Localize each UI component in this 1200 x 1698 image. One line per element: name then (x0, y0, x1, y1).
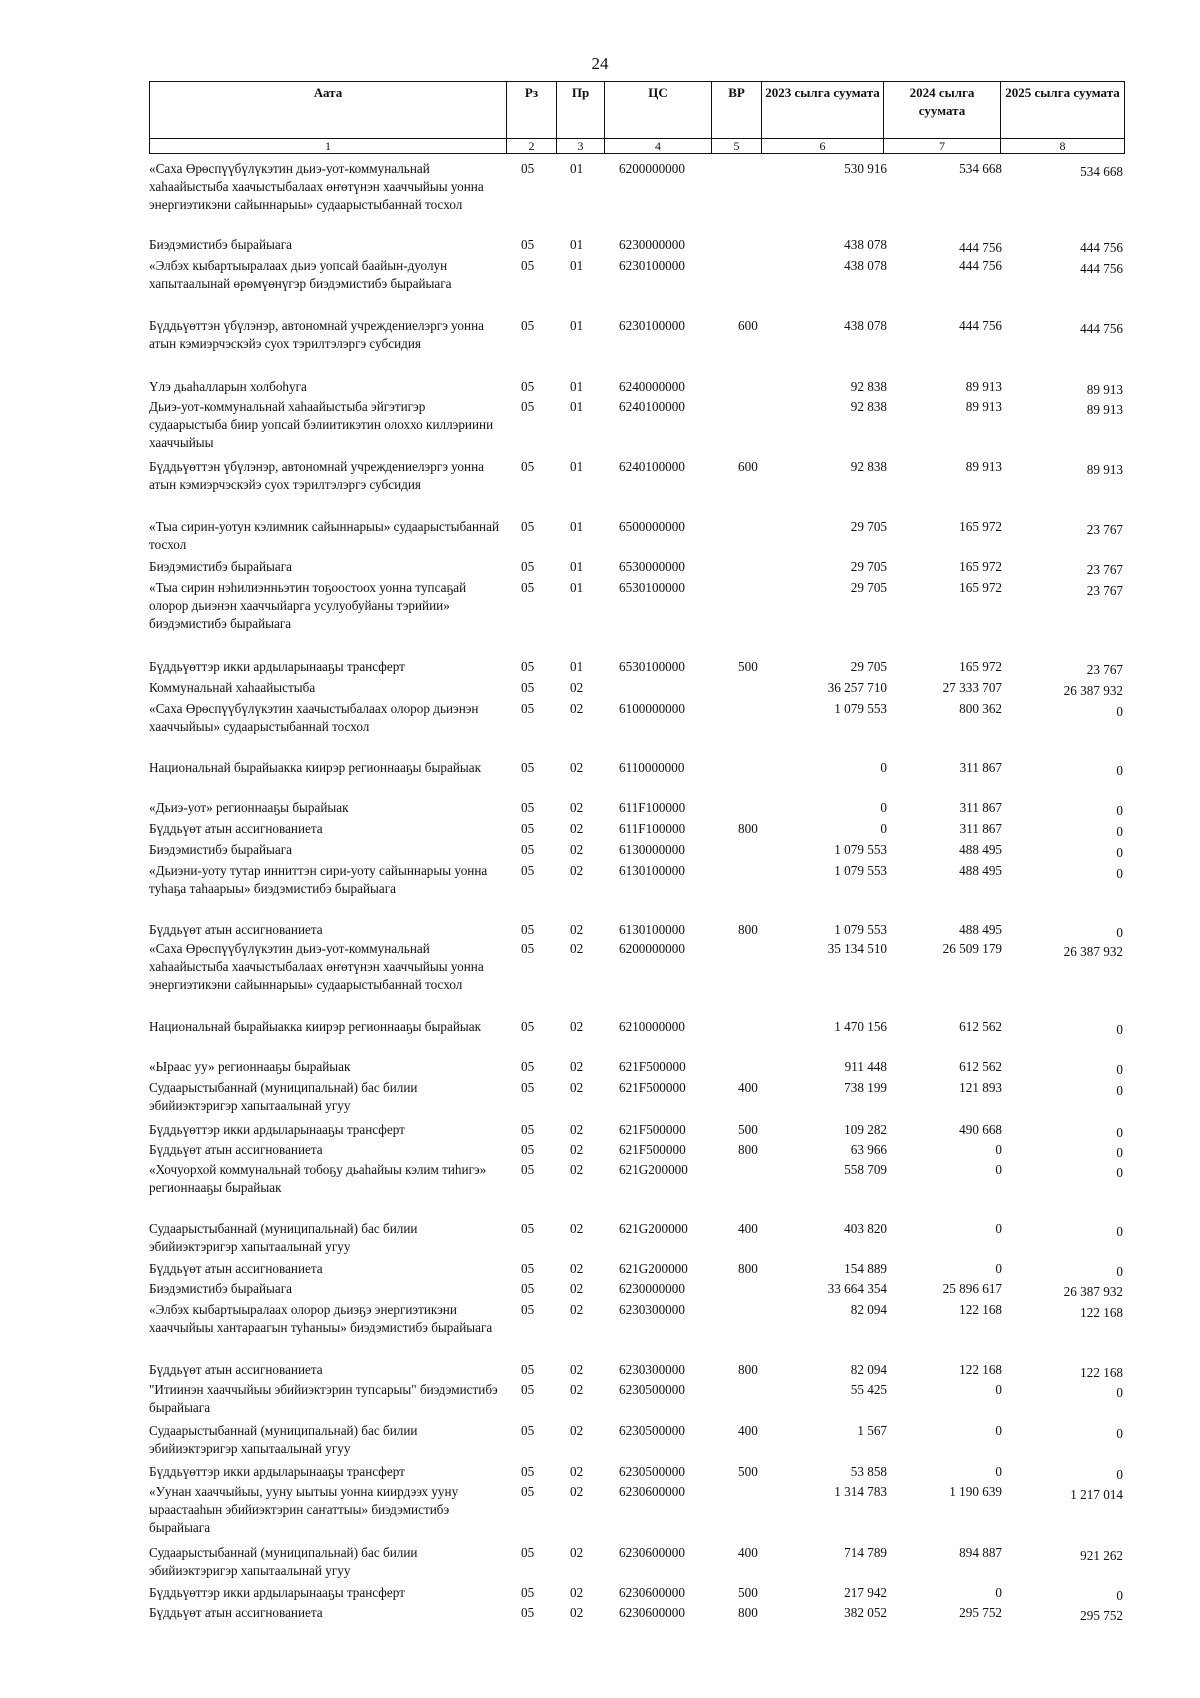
row-name: «Хочуорхой коммунальнай тобоҕу дьаһайыы кэлим тиһигэ» регионнааҕы бырайыак (149, 1162, 487, 1195)
row-cs: 6230100000 (619, 318, 685, 333)
row-name: Судаарыстыбаннай (муниципальнай) бас билии эбийиэктэригэр хапытаалынай угуу (149, 1221, 418, 1254)
row-pr: 02 (570, 842, 584, 857)
row-cs: 6230000000 (619, 1281, 685, 1296)
row-2024: 0 (995, 1221, 1002, 1236)
row-name: Национальнай бырайыакка киирэр регионнааҕы бырайыак (149, 1019, 481, 1034)
row-name: Бүддьүөттэр икки ардыларынааҕы трансферт (149, 1122, 405, 1137)
row-2024: 121 893 (959, 1080, 1002, 1095)
row-2025: 0 (1116, 845, 1123, 860)
row-2025: 26 387 932 (1063, 1284, 1123, 1299)
row-rz: 05 (521, 842, 535, 857)
row-name: «Тыа сирин-уотун кэлимник сайыннарыы» судаарыстыбаннай тосхол (149, 519, 500, 552)
row-2025: 23 767 (1086, 583, 1123, 598)
row-vr: 600 (738, 318, 758, 333)
row-2025: 0 (1116, 1125, 1123, 1140)
row-rz: 05 (521, 1261, 535, 1276)
row-cs: 611F100000 (619, 800, 686, 815)
row-name: Бүддьүөт атын ассигнованиета (149, 1362, 323, 1377)
row-rz: 05 (521, 1423, 535, 1438)
header-cs: ЦС (605, 82, 712, 139)
row-2023: 29 705 (850, 580, 887, 595)
row-2024: 165 972 (959, 580, 1002, 595)
row-rz: 05 (521, 161, 535, 176)
row-cs: 6500000000 (619, 519, 685, 534)
row-2024: 444 756 (959, 240, 1002, 255)
row-cs: 6230500000 (619, 1423, 685, 1438)
row-cs: 6230600000 (619, 1545, 685, 1560)
row-vr: 500 (738, 1585, 758, 1600)
row-vr: 800 (738, 922, 758, 937)
row-cs: 6230300000 (619, 1362, 685, 1377)
row-name: "Итиинэн хааччыйыы эбийиэктэрин тупсарыы" биэдэмистибэ бырайыага (149, 1382, 498, 1415)
row-2024: 894 887 (959, 1545, 1002, 1560)
row-2024: 311 867 (959, 821, 1002, 836)
row-name: «Саха Өрөспүүбүлүкэтин дьиэ-уот-коммунальнай хаһаайыстыба хаачыстыбалаах өҥөтүнэн хааччыйыы уонна энергиэтикэни сайыннарыы» судаарыстыбаннай тосхол (149, 161, 484, 212)
row-2025: 0 (1116, 925, 1123, 940)
row-name: «Дьиэни-уоту тутар инниттэн сири-уоту сайыннарыы уонна туһаҕа таһаарыы» биэдэмистибэ бырайыага (149, 863, 488, 896)
row-vr: 400 (738, 1423, 758, 1438)
row-pr: 02 (570, 1302, 584, 1317)
row-2023: 1 079 553 (834, 701, 887, 716)
row-cs: 6230500000 (619, 1382, 685, 1397)
row-rz: 05 (521, 1142, 535, 1157)
row-name: Национальнай бырайыакка киирэр регионнааҕы бырайыак (149, 760, 481, 775)
row-2024: 165 972 (959, 519, 1002, 534)
column-number: 8 (1001, 139, 1125, 154)
row-vr: 800 (738, 821, 758, 836)
row-2023: 1 079 553 (834, 863, 887, 878)
row-2024: 0 (995, 1585, 1002, 1600)
row-rz: 05 (521, 941, 535, 956)
row-2025: 0 (1116, 1467, 1123, 1482)
page-number: 24 (591, 54, 609, 73)
row-2025: 23 767 (1086, 522, 1123, 537)
row-pr: 02 (570, 1261, 584, 1276)
row-2024: 0 (995, 1382, 1002, 1397)
row-rz: 05 (521, 1221, 535, 1236)
row-name: «Тыа сирин нэһилиэнньэтин тоҕоостоох уонна тупсаҕай олорор дьиэнэн хааччыйарга усулуобуйаны тэрийии» биэдэмистибэ бырайыага (149, 580, 467, 631)
row-2023: 1 079 553 (834, 842, 887, 857)
row-2023: 63 966 (850, 1142, 887, 1157)
row-2023: 0 (880, 760, 887, 775)
row-pr: 02 (570, 800, 584, 815)
row-name: Судаарыстыбаннай (муниципальнай) бас билии эбийиэктэригэр хапытаалынай угуу (149, 1423, 418, 1456)
row-rz: 05 (521, 1281, 535, 1296)
row-rz: 05 (521, 922, 535, 937)
row-pr: 01 (570, 459, 584, 474)
row-cs: 6210000000 (619, 1019, 685, 1034)
column-number: 7 (884, 139, 1001, 154)
row-name: Бүддьүөттэн үбүлэнэр, автономнай учреждениелэргэ уонна атын кэмиэрчэскэйэ суох тэрилтэлэргэ субсидия (149, 459, 484, 492)
row-rz: 05 (521, 1019, 535, 1034)
column-number: 4 (605, 139, 712, 154)
row-rz: 05 (521, 800, 535, 815)
row-2023: 438 078 (844, 318, 887, 333)
row-2025: 0 (1116, 1385, 1123, 1400)
row-vr: 800 (738, 1605, 758, 1620)
row-2023: 29 705 (850, 559, 887, 574)
row-cs: 621G200000 (619, 1221, 688, 1236)
row-rz: 05 (521, 1605, 535, 1620)
row-rz: 05 (521, 559, 535, 574)
row-2024: 89 913 (965, 399, 1002, 414)
row-2025: 0 (1116, 1083, 1123, 1098)
row-pr: 02 (570, 922, 584, 937)
row-name: «Ыраас уу» регионнааҕы бырайыак (149, 1059, 351, 1074)
row-cs: 6130100000 (619, 863, 685, 878)
row-2023: 0 (880, 800, 887, 815)
row-2024: 0 (995, 1142, 1002, 1157)
column-number: 1 (150, 139, 507, 154)
header-2025: 2025 сылга суумата (1001, 82, 1125, 139)
row-2024: 89 913 (965, 459, 1002, 474)
row-2023: 530 916 (844, 161, 887, 176)
row-pr: 02 (570, 863, 584, 878)
row-cs: 6230600000 (619, 1484, 685, 1499)
row-2023: 92 838 (850, 379, 887, 394)
row-name: Бүддьүөттэр икки ардыларынааҕы трансферт (149, 1585, 405, 1600)
row-2024: 444 756 (959, 258, 1002, 273)
column-number: 3 (557, 139, 605, 154)
row-name: Дьиэ-уот-коммунальнай хаһаайыстыба эйгэтигэр судаарыстыба биир уопсай бэлиитикэтин олоххо киллэриини хааччыйыы (149, 399, 494, 450)
row-2023: 911 448 (844, 1059, 887, 1074)
row-2025: 89 913 (1086, 462, 1123, 477)
row-rz: 05 (521, 659, 535, 674)
row-pr: 02 (570, 821, 584, 836)
row-2025: 0 (1116, 1224, 1123, 1239)
row-2025: 23 767 (1086, 562, 1123, 577)
row-2024: 800 362 (959, 701, 1002, 716)
row-pr: 01 (570, 580, 584, 595)
row-name: Биэдэмистибэ бырайыага (149, 559, 292, 574)
row-cs: 6130000000 (619, 842, 685, 857)
row-rz: 05 (521, 399, 535, 414)
row-2023: 714 789 (844, 1545, 887, 1560)
row-cs: 6530100000 (619, 659, 685, 674)
row-cs: 6230600000 (619, 1585, 685, 1600)
row-2025: 122 168 (1080, 1365, 1123, 1380)
row-rz: 05 (521, 1484, 535, 1499)
row-pr: 02 (570, 1464, 584, 1479)
row-rz: 05 (521, 1464, 535, 1479)
row-2024: 165 972 (959, 659, 1002, 674)
row-cs: 6100000000 (619, 701, 685, 716)
row-cs: 6200000000 (619, 161, 685, 176)
row-2025: 0 (1116, 1062, 1123, 1077)
row-pr: 01 (570, 659, 584, 674)
row-2023: 82 094 (850, 1302, 887, 1317)
row-2024: 295 752 (959, 1605, 1002, 1620)
row-2024: 490 668 (959, 1122, 1002, 1137)
row-rz: 05 (521, 1585, 535, 1600)
row-pr: 02 (570, 1281, 584, 1296)
row-2023: 82 094 (850, 1362, 887, 1377)
row-name: Судаарыстыбаннай (муниципальнай) бас билии эбийиэктэригэр хапытаалынай угуу (149, 1545, 418, 1578)
row-rz: 05 (521, 318, 535, 333)
row-name: «Саха Өрөспүүбүлүкэтин дьиэ-уот-коммунальнай хаһаайыстыба хаачыстыбалаах өҥөтүнэн хааччыйыы уонна энергиэтикэни сайыннарыы» судаарыстыбаннай тосхол (149, 941, 484, 992)
row-cs: 6240100000 (619, 399, 685, 414)
row-2023: 1 314 783 (834, 1484, 887, 1499)
row-pr: 01 (570, 161, 584, 176)
row-pr: 01 (570, 318, 584, 333)
row-rz: 05 (521, 1545, 535, 1560)
row-2023: 1 567 (857, 1423, 887, 1438)
row-rz: 05 (521, 258, 535, 273)
row-pr: 02 (570, 1362, 584, 1377)
row-cs: 6240100000 (619, 459, 685, 474)
row-cs: 6230500000 (619, 1464, 685, 1479)
row-cs: 6230300000 (619, 1302, 685, 1317)
row-vr: 400 (738, 1080, 758, 1095)
row-2023: 154 889 (844, 1261, 887, 1276)
row-2024: 25 896 617 (942, 1281, 1002, 1296)
row-name: «Элбэх кыбартыыралаах олорор дьиэҕэ энергиэтикэни хааччыйыы хантараагын туһаныы» биэдэмистибэ бырайыага (149, 1302, 493, 1335)
row-2025: 921 262 (1080, 1548, 1123, 1563)
row-2023: 558 709 (844, 1162, 887, 1177)
row-name: «Саха Өрөспүүбүлүкэтин хаачыстыбалаах олорор дьиэнэн хааччыйыы» судаарыстыбаннай тосхол (149, 701, 479, 734)
header-2024: 2024 сылга суумата (884, 82, 1001, 139)
row-2023: 0 (880, 821, 887, 836)
row-2023: 403 820 (844, 1221, 887, 1236)
row-2024: 165 972 (959, 559, 1002, 574)
header-2023: 2023 сылга суумата (762, 82, 884, 139)
row-2025: 0 (1116, 866, 1123, 881)
row-cs: 6240000000 (619, 379, 685, 394)
row-2025: 26 387 932 (1063, 944, 1123, 959)
row-name: Биэдэмистибэ бырайыага (149, 1281, 292, 1296)
row-2025: 0 (1116, 763, 1123, 778)
row-name: Бүддьүөттэр икки ардыларынааҕы трансферт (149, 1464, 405, 1479)
row-2025: 26 387 932 (1063, 683, 1123, 698)
row-name: Бүддьүөт атын ассигнованиета (149, 1261, 323, 1276)
row-2023: 109 282 (844, 1122, 887, 1137)
row-pr: 02 (570, 1142, 584, 1157)
row-rz: 05 (521, 1382, 535, 1397)
row-rz: 05 (521, 580, 535, 595)
row-rz: 05 (521, 760, 535, 775)
row-2023: 29 705 (850, 519, 887, 534)
row-2024: 612 562 (959, 1019, 1002, 1034)
row-cs: 6230100000 (619, 258, 685, 273)
row-pr: 02 (570, 1423, 584, 1438)
row-cs: 621F500000 (619, 1059, 686, 1074)
row-name: Бүддьүөт атын ассигнованиета (149, 821, 323, 836)
row-rz: 05 (521, 1162, 535, 1177)
row-2025: 0 (1116, 1165, 1123, 1180)
row-2023: 382 052 (844, 1605, 887, 1620)
row-pr: 01 (570, 379, 584, 394)
row-cs: 6200000000 (619, 941, 685, 956)
header-pr: Пр (557, 82, 605, 139)
row-2025: 1 217 014 (1070, 1487, 1123, 1502)
row-2025: 444 756 (1080, 321, 1123, 336)
row-name: Үлэ дьаһалларын холбоһуга (149, 379, 307, 394)
row-2023: 55 425 (850, 1382, 887, 1397)
row-pr: 01 (570, 399, 584, 414)
row-2023: 438 078 (844, 258, 887, 273)
header-name: Аата (150, 82, 507, 139)
row-2024: 488 495 (959, 842, 1002, 857)
row-2025: 0 (1116, 1022, 1123, 1037)
row-2025: 0 (1116, 1145, 1123, 1160)
row-2025: 0 (1116, 824, 1123, 839)
column-number: 5 (712, 139, 762, 154)
row-rz: 05 (521, 863, 535, 878)
row-cs: 6110000000 (619, 760, 685, 775)
row-rz: 05 (521, 821, 535, 836)
row-name: Бүддьүөттэн үбүлэнэр, автономнай учреждениелэргэ уонна атын кэмиэрчэскэйэ суох тэрилтэлэргэ субсидия (149, 318, 484, 351)
row-pr: 02 (570, 1484, 584, 1499)
row-pr: 02 (570, 701, 584, 716)
row-2024: 0 (995, 1162, 1002, 1177)
row-rz: 05 (521, 1080, 535, 1095)
row-rz: 05 (521, 459, 535, 474)
row-vr: 600 (738, 459, 758, 474)
row-vr: 500 (738, 659, 758, 674)
row-2025: 89 913 (1086, 382, 1123, 397)
row-cs: 621F500000 (619, 1080, 686, 1095)
row-2023: 33 664 354 (827, 1281, 887, 1296)
row-2025: 0 (1116, 803, 1123, 818)
row-vr: 800 (738, 1142, 758, 1157)
row-pr: 02 (570, 680, 584, 695)
row-2024: 488 495 (959, 922, 1002, 937)
row-2024: 89 913 (965, 379, 1002, 394)
row-pr: 02 (570, 1545, 584, 1560)
row-rz: 05 (521, 1059, 535, 1074)
row-2024: 311 867 (959, 760, 1002, 775)
row-pr: 02 (570, 760, 584, 775)
row-rz: 05 (521, 379, 535, 394)
row-2025: 0 (1116, 704, 1123, 719)
row-rz: 05 (521, 680, 535, 695)
row-vr: 800 (738, 1261, 758, 1276)
row-vr: 800 (738, 1362, 758, 1377)
row-pr: 01 (570, 559, 584, 574)
table-header (149, 81, 1124, 154)
row-2024: 1 190 639 (949, 1484, 1002, 1499)
row-2025: 89 913 (1086, 402, 1123, 417)
row-pr: 02 (570, 1221, 584, 1236)
header-vr: ВР (712, 82, 762, 139)
row-name: «Дьиэ-уот» регионнааҕы бырайыак (149, 800, 349, 815)
row-vr: 500 (738, 1464, 758, 1479)
row-2024: 0 (995, 1261, 1002, 1276)
row-pr: 02 (570, 1080, 584, 1095)
row-vr: 500 (738, 1122, 758, 1137)
row-cs: 621F500000 (619, 1142, 686, 1157)
column-number: 2 (507, 139, 557, 154)
row-name: «Уунан хааччыйыы, ууну ыытыы уонна киирдээх ууну ыраастааһын эбийиэктэрин саҥаттыы» биэдэмистибэ бырайыага (149, 1484, 459, 1535)
row-2024: 612 562 (959, 1059, 1002, 1074)
row-pr: 02 (570, 1162, 584, 1177)
row-name: Биэдэмистибэ бырайыага (149, 237, 292, 252)
row-2024: 27 333 707 (942, 680, 1002, 695)
row-pr: 02 (570, 1382, 584, 1397)
row-2023: 738 199 (844, 1080, 887, 1095)
row-2024: 122 168 (959, 1362, 1002, 1377)
row-2024: 0 (995, 1464, 1002, 1479)
row-cs: 6230600000 (619, 1605, 685, 1620)
row-rz: 05 (521, 237, 535, 252)
row-name: Судаарыстыбаннай (муниципальнай) бас билии эбийиэктэригэр хапытаалынай угуу (149, 1080, 418, 1113)
row-pr: 02 (570, 1019, 584, 1034)
row-2024: 534 668 (959, 161, 1002, 176)
row-name: Коммунальнай хаһаайыстыба (149, 680, 316, 695)
row-pr: 01 (570, 519, 584, 534)
row-2025: 444 756 (1080, 261, 1123, 276)
row-2025: 534 668 (1080, 164, 1123, 179)
row-pr: 02 (570, 1585, 584, 1600)
row-2023: 438 078 (844, 237, 887, 252)
row-rz: 05 (521, 519, 535, 534)
row-2025: 0 (1116, 1588, 1123, 1603)
row-2023: 92 838 (850, 459, 887, 474)
row-2023: 92 838 (850, 399, 887, 414)
row-cs: 621F500000 (619, 1122, 686, 1137)
row-2024: 444 756 (959, 318, 1002, 333)
row-cs: 6530000000 (619, 559, 685, 574)
row-2024: 311 867 (959, 800, 1002, 815)
row-rz: 05 (521, 1362, 535, 1377)
row-name: Бүддьүөт атын ассигнованиета (149, 1605, 323, 1620)
row-name: «Элбэх кыбартыыралаах дьиэ уопсай баайын-дуолун хапытаалынай өрөмүөнүгэр биэдэмистибэ бырайыага (149, 258, 452, 291)
row-name: Бүддьүөттэр икки ардыларынааҕы трансферт (149, 659, 405, 674)
row-2023: 53 858 (850, 1464, 887, 1479)
row-2025: 295 752 (1080, 1608, 1123, 1623)
row-2023: 217 942 (844, 1585, 887, 1600)
row-2025: 122 168 (1080, 1305, 1123, 1320)
row-2024: 0 (995, 1423, 1002, 1438)
row-rz: 05 (521, 701, 535, 716)
header-rz: Рз (507, 82, 557, 139)
row-cs: 6230000000 (619, 237, 685, 252)
row-pr: 02 (570, 1605, 584, 1620)
row-rz: 05 (521, 1302, 535, 1317)
row-pr: 02 (570, 941, 584, 956)
row-2024: 26 509 179 (942, 941, 1002, 956)
row-cs: 621G200000 (619, 1162, 688, 1177)
row-2025: 444 756 (1080, 240, 1123, 255)
row-2024: 122 168 (959, 1302, 1002, 1317)
row-2023: 35 134 510 (827, 941, 887, 956)
row-name: Бүддьүөт атын ассигнованиета (149, 1142, 323, 1157)
row-name: Биэдэмистибэ бырайыага (149, 842, 292, 857)
row-vr: 400 (738, 1221, 758, 1236)
row-2023: 36 257 710 (827, 680, 887, 695)
row-pr: 01 (570, 237, 584, 252)
column-number: 6 (762, 139, 884, 154)
row-pr: 02 (570, 1059, 584, 1074)
row-2025: 0 (1116, 1264, 1123, 1279)
row-vr: 400 (738, 1545, 758, 1560)
row-2023: 1 470 156 (834, 1019, 887, 1034)
row-pr: 01 (570, 258, 584, 273)
row-2023: 1 079 553 (834, 922, 887, 937)
row-cs: 6530100000 (619, 580, 685, 595)
row-cs: 611F100000 (619, 821, 686, 836)
row-name: Бүддьүөт атын ассигнованиета (149, 922, 323, 937)
row-2025: 23 767 (1086, 662, 1123, 677)
row-2024: 488 495 (959, 863, 1002, 878)
row-cs: 621G200000 (619, 1261, 688, 1276)
row-cs: 6130100000 (619, 922, 685, 937)
row-pr: 02 (570, 1122, 584, 1137)
row-2023: 29 705 (850, 659, 887, 674)
row-2025: 0 (1116, 1426, 1123, 1441)
row-rz: 05 (521, 1122, 535, 1137)
